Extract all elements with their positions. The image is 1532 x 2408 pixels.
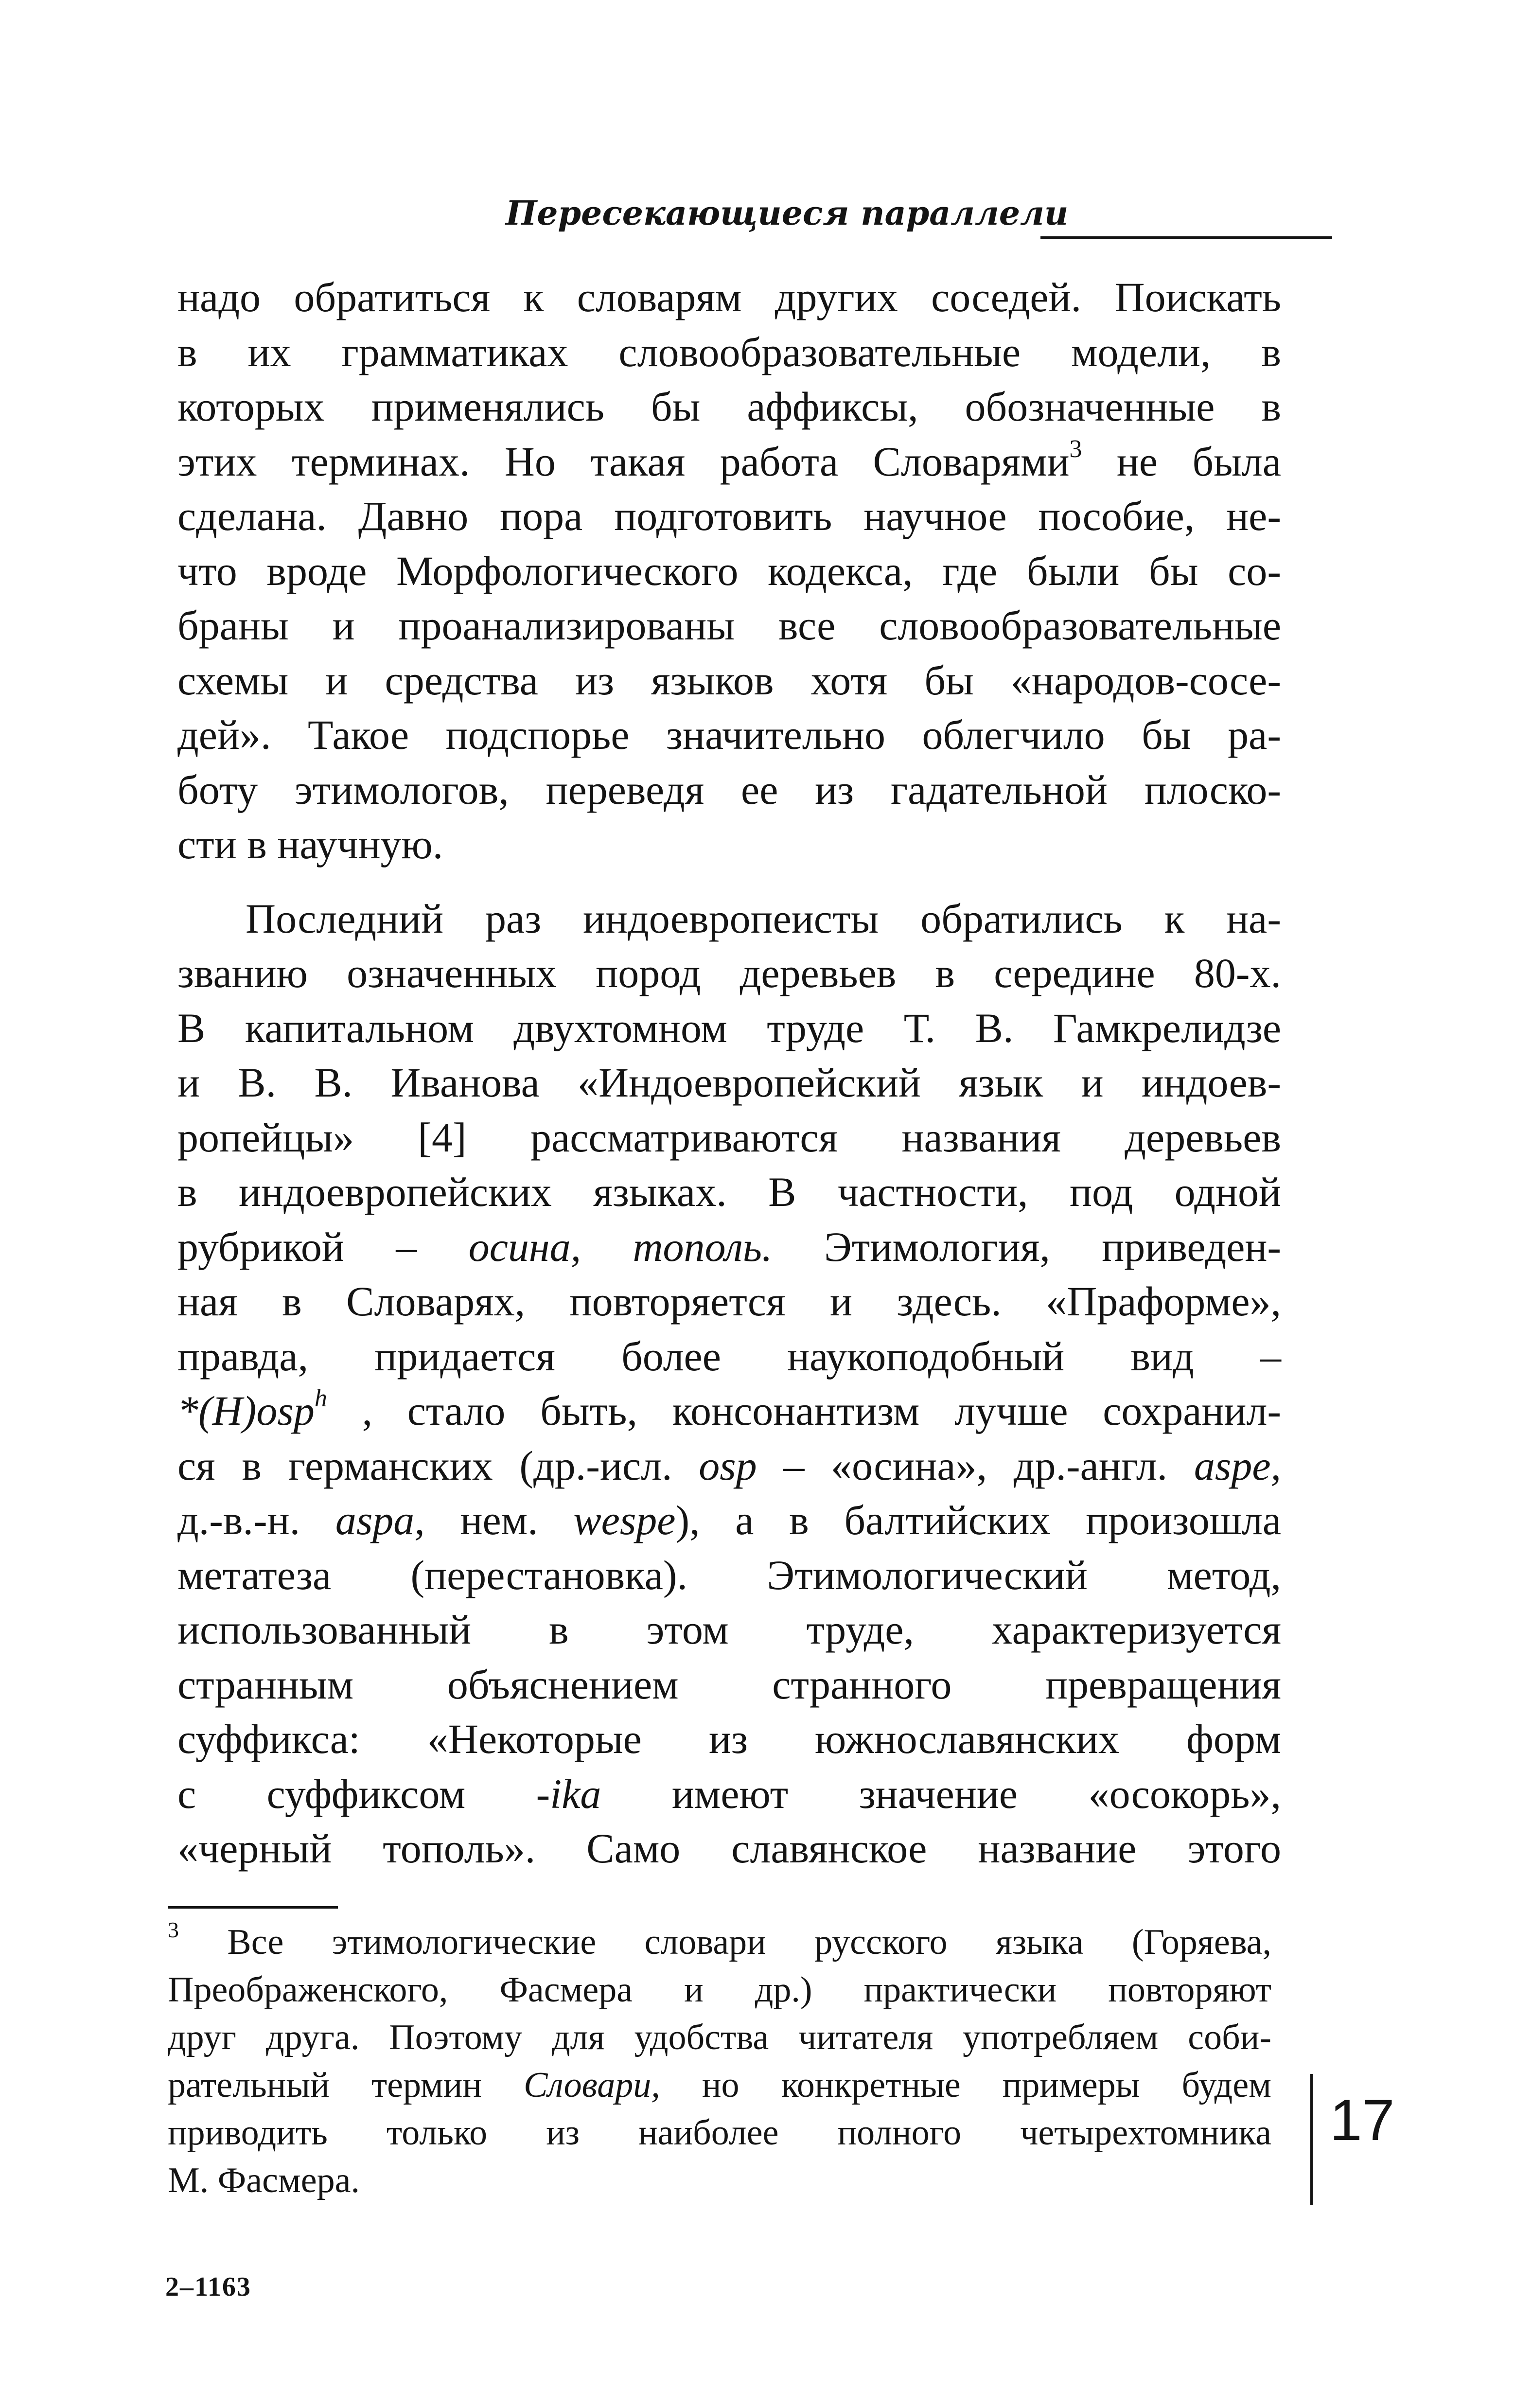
text-fragment: – «осина», др.-англ. (783, 1442, 1168, 1489)
text-line (177, 1383, 1281, 1438)
text-line: и В. В. Иванова «Индоевропейский язык и индоев- (177, 1059, 1281, 1106)
text-line: званию означенных пород деревьев в середине 80-х. (177, 950, 1281, 996)
italic-term: осина, тополь. (468, 1223, 773, 1270)
footnote-line: приводить только из наиболее полного четырехтомника (168, 2113, 1271, 2153)
text-line: которых применялись бы аффиксы, обозначенные в (177, 383, 1281, 430)
text-fragment: д.-в.-н. (177, 1497, 300, 1543)
text-fragment: имеют значение «осокорь», (671, 1770, 1282, 1817)
text-fragment: но конкретные примеры будем (702, 2065, 1271, 2105)
italic-term: aspa, (335, 1497, 425, 1543)
text-fragment: нем. (460, 1497, 538, 1543)
text-line: суффикса: «Некоторые из южнославянских форм (177, 1716, 1281, 1762)
footnote-reference: 3 (1069, 435, 1082, 463)
text-fragment: этих терминах. Но такая работа Словарями (177, 438, 1070, 485)
text-line (177, 434, 1281, 489)
header-rule (1040, 236, 1332, 239)
text-line: правда, придается более наукоподобный вид – (177, 1332, 1281, 1380)
text-line: «черный тополь». Само славянское название этого (177, 1825, 1281, 1872)
footnote (168, 1918, 1271, 2204)
text-line: в индоевропейских языках. В частности, под одной (177, 1169, 1281, 1215)
italic-term: aspe, (1194, 1442, 1282, 1489)
text-fragment: , стало быть, консонантизм лучше сохранил- (362, 1387, 1281, 1434)
text-line: что вроде Морфологического кодекса, где были бы со- (177, 547, 1281, 594)
text-line: использованный в этом труде, характеризуется (177, 1606, 1281, 1653)
body-text (177, 270, 1281, 1876)
folio-rule (1310, 2074, 1313, 2205)
footnote-line: друг друга. Поэтому для удобства читателя употребляем соби- (168, 2018, 1271, 2057)
italic-term: osp (699, 1442, 757, 1489)
footnote-rule (168, 1906, 338, 1909)
text-fragment: рубрикой – (177, 1223, 417, 1270)
italic-term: -ika (536, 1770, 601, 1817)
text-line: сделана. Давно пора подготовить научное пособие, не- (177, 493, 1281, 539)
text-line (177, 1220, 1281, 1275)
text-line: странным объяснением странного превращения (177, 1661, 1281, 1708)
footnote-marker: 3 (168, 1917, 179, 1942)
italic-term: Словари, (524, 2065, 660, 2105)
text-line: в их грамматиках словообразовательные модели, в (177, 328, 1281, 375)
text-line: сти в научную. (177, 821, 443, 868)
text-line: Последний раз индоевропеисты обратились к на- (246, 895, 1281, 942)
text-line: надо обратиться к словарям других соседей. Поискать (177, 274, 1281, 320)
text-fragment: ), а в балтийских произошла (675, 1497, 1282, 1543)
italic-term: *(H)osp (177, 1387, 315, 1434)
superscript: h (314, 1384, 327, 1412)
text-line: схемы и средства из языков хотя бы «народов-сосе- (177, 656, 1281, 704)
running-head: Пересекающиеся параллели (506, 194, 1069, 233)
text-fragment: рательный термин (168, 2065, 482, 2105)
text-fragment: Этимология, приведен- (824, 1223, 1282, 1270)
paragraph-gap (177, 872, 1281, 891)
text-fragment: ся в германских (др.-исл. (177, 1442, 672, 1489)
text-fragment: Все этимологические словари русского языка (Горяева, (227, 1922, 1271, 1962)
text-line (177, 1767, 1281, 1822)
printer-signature: 2–1163 (165, 2272, 251, 2302)
page-number: 17 (1330, 2088, 1395, 2153)
italic-term: wespe (573, 1497, 676, 1543)
footnote-line (168, 1918, 1271, 1966)
text-line: В капитальном двухтомном труде Т. В. Гамкрелидзе (177, 1004, 1281, 1051)
text-line: боту этимологов, переведя ее из гадательной плоско- (177, 766, 1281, 813)
text-line (177, 1493, 1281, 1548)
text-fragment: не была (1116, 438, 1282, 485)
footnote-line (168, 2061, 1271, 2109)
text-line: ная в Словарях, повторяется и здесь. «Праформе», (177, 1278, 1281, 1325)
footnote-line: М. Фасмера. (168, 2160, 360, 2200)
text-line: ропейцы» [4] рассматриваются названия деревьев (177, 1114, 1281, 1161)
text-line (177, 1438, 1281, 1493)
text-fragment: с суффиксом (177, 1770, 466, 1817)
text-line: метатеза (перестановка). Этимологический метод, (177, 1551, 1281, 1598)
footnote-line: Преображенского, Фасмера и др.) практически повторяют (168, 1970, 1271, 2010)
text-line: дей». Такое подспорье значительно облегчило бы ра- (177, 711, 1281, 758)
text-line: браны и проанализированы все словообразовательные (177, 602, 1281, 649)
